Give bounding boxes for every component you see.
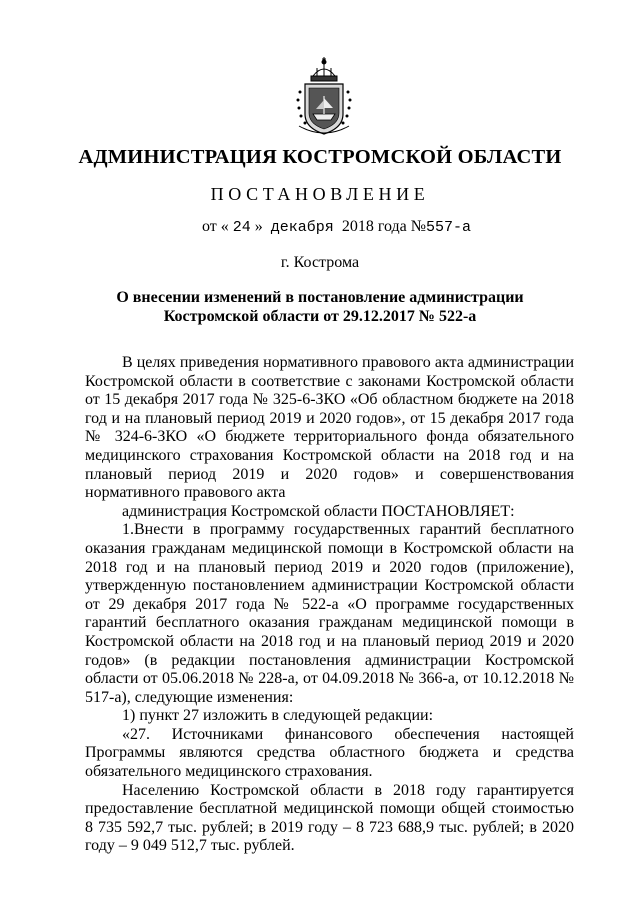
- city: г. Кострома: [280, 254, 360, 271]
- paragraph-funding: Населению Костромской области в 2018 году гарантируется предоставление бесплатной медицинской помощи общей стоимостью 8 735 592,7 тыс. рублей; в 2019 году – 8 723 688,9 тыс. рублей; в 2020 году – 9 049 512,7 тыс. рублей.: [85, 781, 574, 855]
- subject-line-2: Костромской области от 29.12.2017 № 522-а: [163, 308, 477, 325]
- document-body: [85, 354, 574, 856]
- paragraph-resolves: администрация Костромской области ПОСТАНОВЛЯЕТ:: [122, 502, 515, 520]
- paragraph-item-1: [85, 521, 574, 707]
- item-number: 1.: [122, 521, 134, 539]
- date-mid: »: [250, 218, 271, 235]
- date-month: декабря: [270, 219, 334, 236]
- organization-title: АДМИНИСТРАЦИЯ КОСТРОМСКОЙ ОБЛАСТИ: [78, 146, 562, 168]
- paragraph-clause-27: «27. Источниками финансового обеспечения настоящей Программы являются средства областного бюджета и средства обязательного медицинского страхования.: [85, 725, 574, 781]
- date-prefix: от «: [202, 218, 233, 235]
- document-number: 557-а: [426, 219, 472, 236]
- date-year: 2018 года: [333, 218, 411, 235]
- paragraph-preamble: В целях приведения нормативного правового акта администрации Костромской области в соответствие с законами Костромской области от 15 декабря 2017 года № 325-6-ЗКО «Об областном бюджете на 2018 год и на плановый период 2019 и 2020 годов», от 15 декабря 2017 года № 324-6-ЗКО «О бюджете территориального фонда обязательного медицинского страхования Костромской области на 2018 год и на плановый период 2019 и 2020 годов» и совершенствования нормативного правового акта: [85, 354, 574, 502]
- document-type: ПОСТАНОВЛЕНИЕ: [210, 184, 430, 204]
- coat-of-arms-icon: [291, 56, 357, 136]
- number-sign: №: [410, 218, 427, 235]
- item-1-text: Внести в программу государственных гарантий бесплатного оказания гражданам медицинской помощи в Костромской области на 2018 год и на плановый период 2019 и 2020 годов (приложение), утвержденную постановлением администрации Костромской области от 29 декабря 2017 года № 522-а «О программе государственных гарантий бесплатного оказания гражданам медицинской помощи в Костромской области на 2018 год и на плановый период 2019 и 2020 годов» (в редакции постановления администрации Костромской области от 05.06.2018 № 228-а, от 04.09.2018 № 366-а, от 10.12.2018 № 517-а), следующие изменения:: [85, 521, 574, 706]
- date-line: [202, 218, 471, 236]
- subject-line-1: О внесении изменений в постановление администрации: [116, 289, 524, 306]
- paragraph-subitem-1: 1) пункт 27 изложить в следующей редакции:: [122, 707, 434, 725]
- document-subject: [0, 288, 640, 326]
- date-day: 24: [232, 219, 251, 236]
